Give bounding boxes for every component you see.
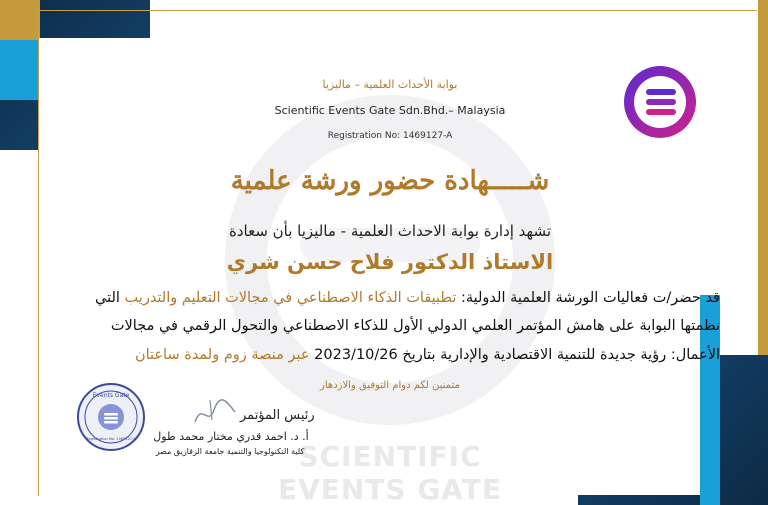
org-name-english: Scientific Events Gate Sdn.Bhd.– Malaysia xyxy=(274,104,506,117)
body-line-1 xyxy=(80,290,720,306)
recipient-name: الاستاذ الدكتور فلاح حسن شري xyxy=(226,250,554,274)
official-stamp-icon xyxy=(76,382,146,452)
stamp-text-bottom: Registration No: 1469127-A xyxy=(86,437,136,441)
line3-suffix: عبر منصة زوم ولمدة ساعتان xyxy=(134,347,310,363)
body-line-2: نظمتها البوابة على هامش المؤتمر العلمي الدولي الأول للذكاء الاصطناعي والتحول الرقمي في مجالات xyxy=(110,318,720,334)
body-line-3 xyxy=(80,347,720,363)
certificate-title: شـــــهادة حضور ورشة علمية xyxy=(230,166,550,196)
signatory-affiliation: كلية التكنولوجيا والتنمية جامعة الزقازيق مصر xyxy=(155,447,305,456)
watermark-text: SCIENTIFIC EVENTS GATE xyxy=(277,440,503,505)
closing-wish: متمنين لكم دوام التوفيق والازدهار xyxy=(320,380,460,391)
registration-number: Registration No: 1469127-A xyxy=(327,131,453,141)
workshop-topic: تطبيقات الذكاء الاصطناعي في مجالات التعليم والتدريب xyxy=(124,290,457,306)
signature-title: رئيس المؤتمر xyxy=(240,408,315,423)
signatory-name: أ. د. احمد قدري مختار محمد طول xyxy=(153,430,309,443)
events-gate-logo-icon xyxy=(620,62,700,142)
signature-scribble-icon xyxy=(190,392,240,432)
line1-prefix: قد حضر/ت فعاليات الورشة العلمية الدولية: xyxy=(460,290,720,306)
certificate-intro: تشهد إدارة بوابة الاحداث العلمية - ماليزيا بأن سعادة xyxy=(228,222,552,240)
line1-suffix: التي xyxy=(95,290,120,306)
org-name-arabic: بوابة الأحداث العلمية – ماليزيا xyxy=(322,78,458,91)
line3-prefix: الأعمال: رؤية جديدة للتنمية الاقتصادية والإدارية بتاريخ 2023/10/26 xyxy=(314,347,720,363)
stamp-text-top: Events Gate xyxy=(92,392,130,399)
